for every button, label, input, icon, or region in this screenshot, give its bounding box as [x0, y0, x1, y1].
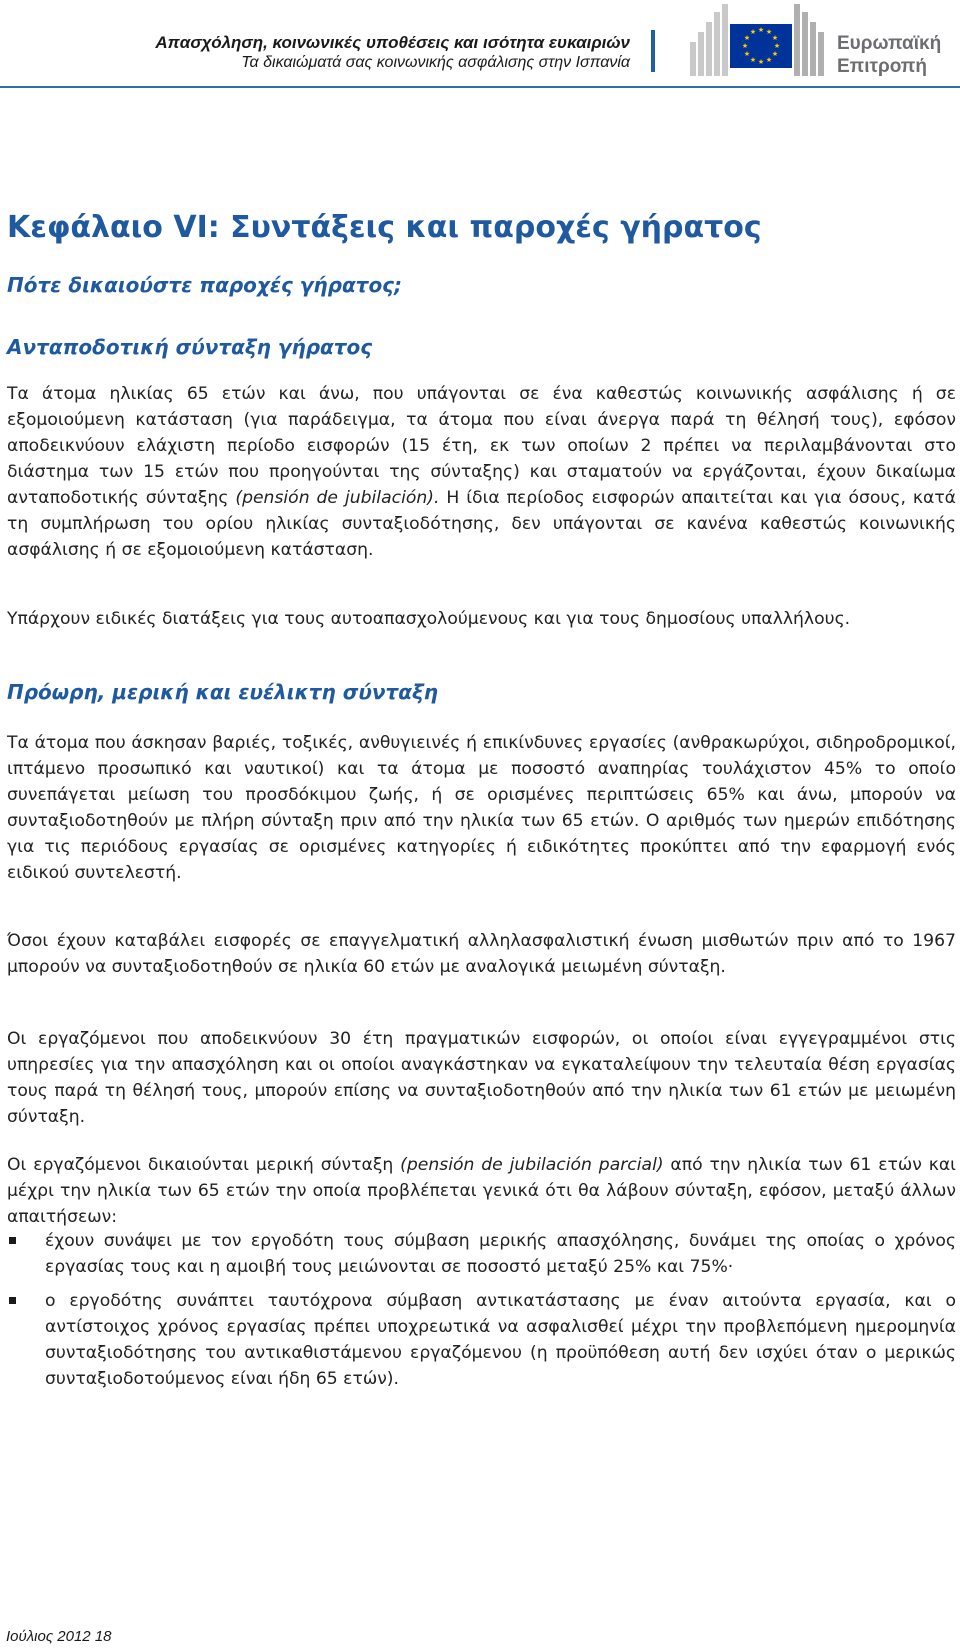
p6-term: (pensión de jubilación parcial)	[400, 1155, 664, 1175]
page-header	[0, 0, 960, 90]
question-heading: Πότε δικαιούστε παροχές γήρατος;	[7, 273, 403, 297]
svg-text:★: ★	[771, 34, 779, 42]
chapter-title: Κεφάλαιο VI: Συντάξεις και παροχές γήρατος	[7, 210, 762, 245]
requirements-list	[7, 1228, 956, 1400]
paragraph-mutual-insurance: Όσοι έχουν καταβάλει εισφορές σε επαγγελματική αλληλασφαλιστική ένωση μισθωτών πριν από το 1967 μπορούν να συνταξιοδοτηθούν σε ηλικία 60 ετών με αναλογικά μειωμένη σύνταξη.	[7, 931, 956, 977]
svg-text:★: ★	[765, 56, 773, 64]
paragraph-30-years: Οι εργαζόμενοι που αποδεικνύουν 30 έτη πραγματικών εισφορών, οι οποίοι είναι εγγεγραμμένοι στις υπηρεσίες για την απασχόληση και οι οποίοι αναγκάστηκαν να εγκαταλείψουν την τελευταία θέση εργασίας τους παρά τη θέλησή τους, μπορούν επίσης να συνταξιοδοτηθούν από την ηλικία των 61 ετών με μειωμένη σύνταξη.	[7, 1029, 956, 1127]
eu-flag-icon	[690, 2, 830, 82]
p6-text-a: Οι εργαζόμενοι δικαιούνται μερική σύνταξη	[7, 1155, 401, 1175]
svg-text:★: ★	[757, 58, 765, 66]
svg-text:★: ★	[749, 28, 757, 36]
header-subtitle: Τα δικαιώματά σας κοινωνικής ασφάλισης στην Ισπανία	[241, 54, 630, 71]
svg-text:★: ★	[771, 50, 779, 58]
svg-text:★: ★	[765, 28, 773, 36]
p6-text-b: από την ηλικία των 61 ετών και μέχρι την ηλικία των 65 ετών την οποία προβλέπεται γενικά ότι θα λάβουν σύνταξη, εφόσον, μεταξύ άλλων απαιτήσεων:	[7, 1155, 956, 1227]
svg-text:★: ★	[743, 34, 751, 42]
list-item	[7, 1288, 956, 1392]
logo-line2: Επιτροπή	[837, 56, 927, 77]
section-heading-contributory-pension: Ανταποδοτική σύνταξη γήρατος	[7, 335, 373, 359]
list-item-text: έχουν συνάψει με τον εργοδότη τους σύμβαση μερικής απασχόλησης, δυνάμει της οποίας ο χρόνος εργασίας τους και η αμοιβή τους μειώνονται σε ποσοστό μεταξύ 25% και 75%·	[45, 1231, 956, 1277]
paragraph-contributory-pension	[7, 381, 956, 563]
p1-text-a: Τα άτομα ηλικίας 65 ετών και άνω, που υπάγονται σε ένα καθεστώς κοινωνικής ασφάλισης ή σε εξομοιούμενη κατάσταση (για παράδειγμα, τα άτομα που είναι άνεργα παρά τη θέλησή τους), εφόσον αποδεικνύουν ελάχιστη περίοδο εισφορών (15 έτη, εκ των οποίων 2 πρέπει να περιλαμβάνονται στο διάστημα των 15 ετών που προηγούνται της σύνταξης) και σταματούν να εργάζονται, έχουν δικαίωμα ανταποδοτικής σύνταξης	[7, 384, 956, 508]
header-title: Απασχόληση, κοινωνικές υποθέσεις και ισότητα ευκαιριών	[155, 33, 630, 52]
section-heading-early-pension: Πρόωρη, μερική και ευέλικτη σύνταξη	[7, 680, 439, 704]
logo-wordmark	[837, 32, 941, 78]
page-number: 18	[94, 1628, 112, 1645]
footer-date: Ιούλιος 2012	[6, 1628, 91, 1645]
list-item	[7, 1228, 956, 1280]
page-footer	[6, 1628, 112, 1645]
bullet-square-icon	[9, 1297, 16, 1304]
svg-text:★: ★	[757, 26, 765, 34]
paragraph-hazardous-work: Τα άτομα που άσκησαν βαριές, τοξικές, ανθυγιεινές ή επικίνδυνες εργασίες (ανθρακωρύχοι, σιδηροδρομικοί, ιπτάμενο προσωπικό και ναυτικοί) και τα άτομα με ποσοστό αναπηρίας τουλάχιστον 45% το οποίο συνεπάγεται μείωση του προσδόκιμου ζωής, ή σε ορισμένες περιπτώσεις 65% και άνω, μπορούν να συνταξιοδοτηθούν με πλήρη σύνταξη πριν από την ηλικία των 65 ετών. Ο αριθμός των ημερών επιδότησης για τις περιόδους εργασίας σε ορισμένες κατηγορίες ή ειδικότητες προκύπτει από την εφαρμογή ενός ειδικού συντελεστή.	[7, 733, 956, 883]
svg-text:★: ★	[743, 50, 751, 58]
header-text	[155, 33, 630, 73]
logo-line1: Ευρωπαϊκή	[837, 33, 942, 54]
svg-text:★: ★	[773, 42, 781, 50]
list-item-text: ο εργοδότης συνάπτει ταυτόχρονα σύμβαση αντικατάστασης με έναν αιτούντα εργασία, και ο αντίστοιχος χρόνος εργασίας πρέπει υποχρεωτικά να ασφαλισθεί μέχρι την προβλεπόμενη ημερομηνία συνταξιοδότησης του αντικαθιστάμενου εργαζόμενου (η προϋπόθεση αυτή δεν ισχύει όταν ο μερικώς συνταξιοδοτούμενος είναι ήδη 65 ετών).	[45, 1291, 956, 1389]
header-divider	[651, 30, 655, 72]
bullet-square-icon	[9, 1237, 16, 1244]
p1-term: (pensión de jubilación).	[235, 488, 440, 508]
european-commission-logo	[690, 2, 960, 82]
svg-text:★: ★	[741, 42, 749, 50]
paragraph-partial-pension	[7, 1152, 956, 1230]
header-rule	[0, 86, 960, 88]
p1-text-b: Η ίδια περίοδος εισφορών απαιτείται και για όσους, κατά τη συμπλήρωση του ορίου ηλικίας συνταξιοδότησης, δεν υπάγονται σε κανένα καθεστώς κοινωνικής ασφάλισης ή σε εξομοιούμενη κατάσταση.	[7, 488, 956, 560]
svg-text:★: ★	[749, 56, 757, 64]
paragraph-special-provisions: Υπάρχουν ειδικές διατάξεις για τους αυτοαπασχολούμενους και για τους δημοσίους υπαλλήλους.	[7, 609, 851, 629]
